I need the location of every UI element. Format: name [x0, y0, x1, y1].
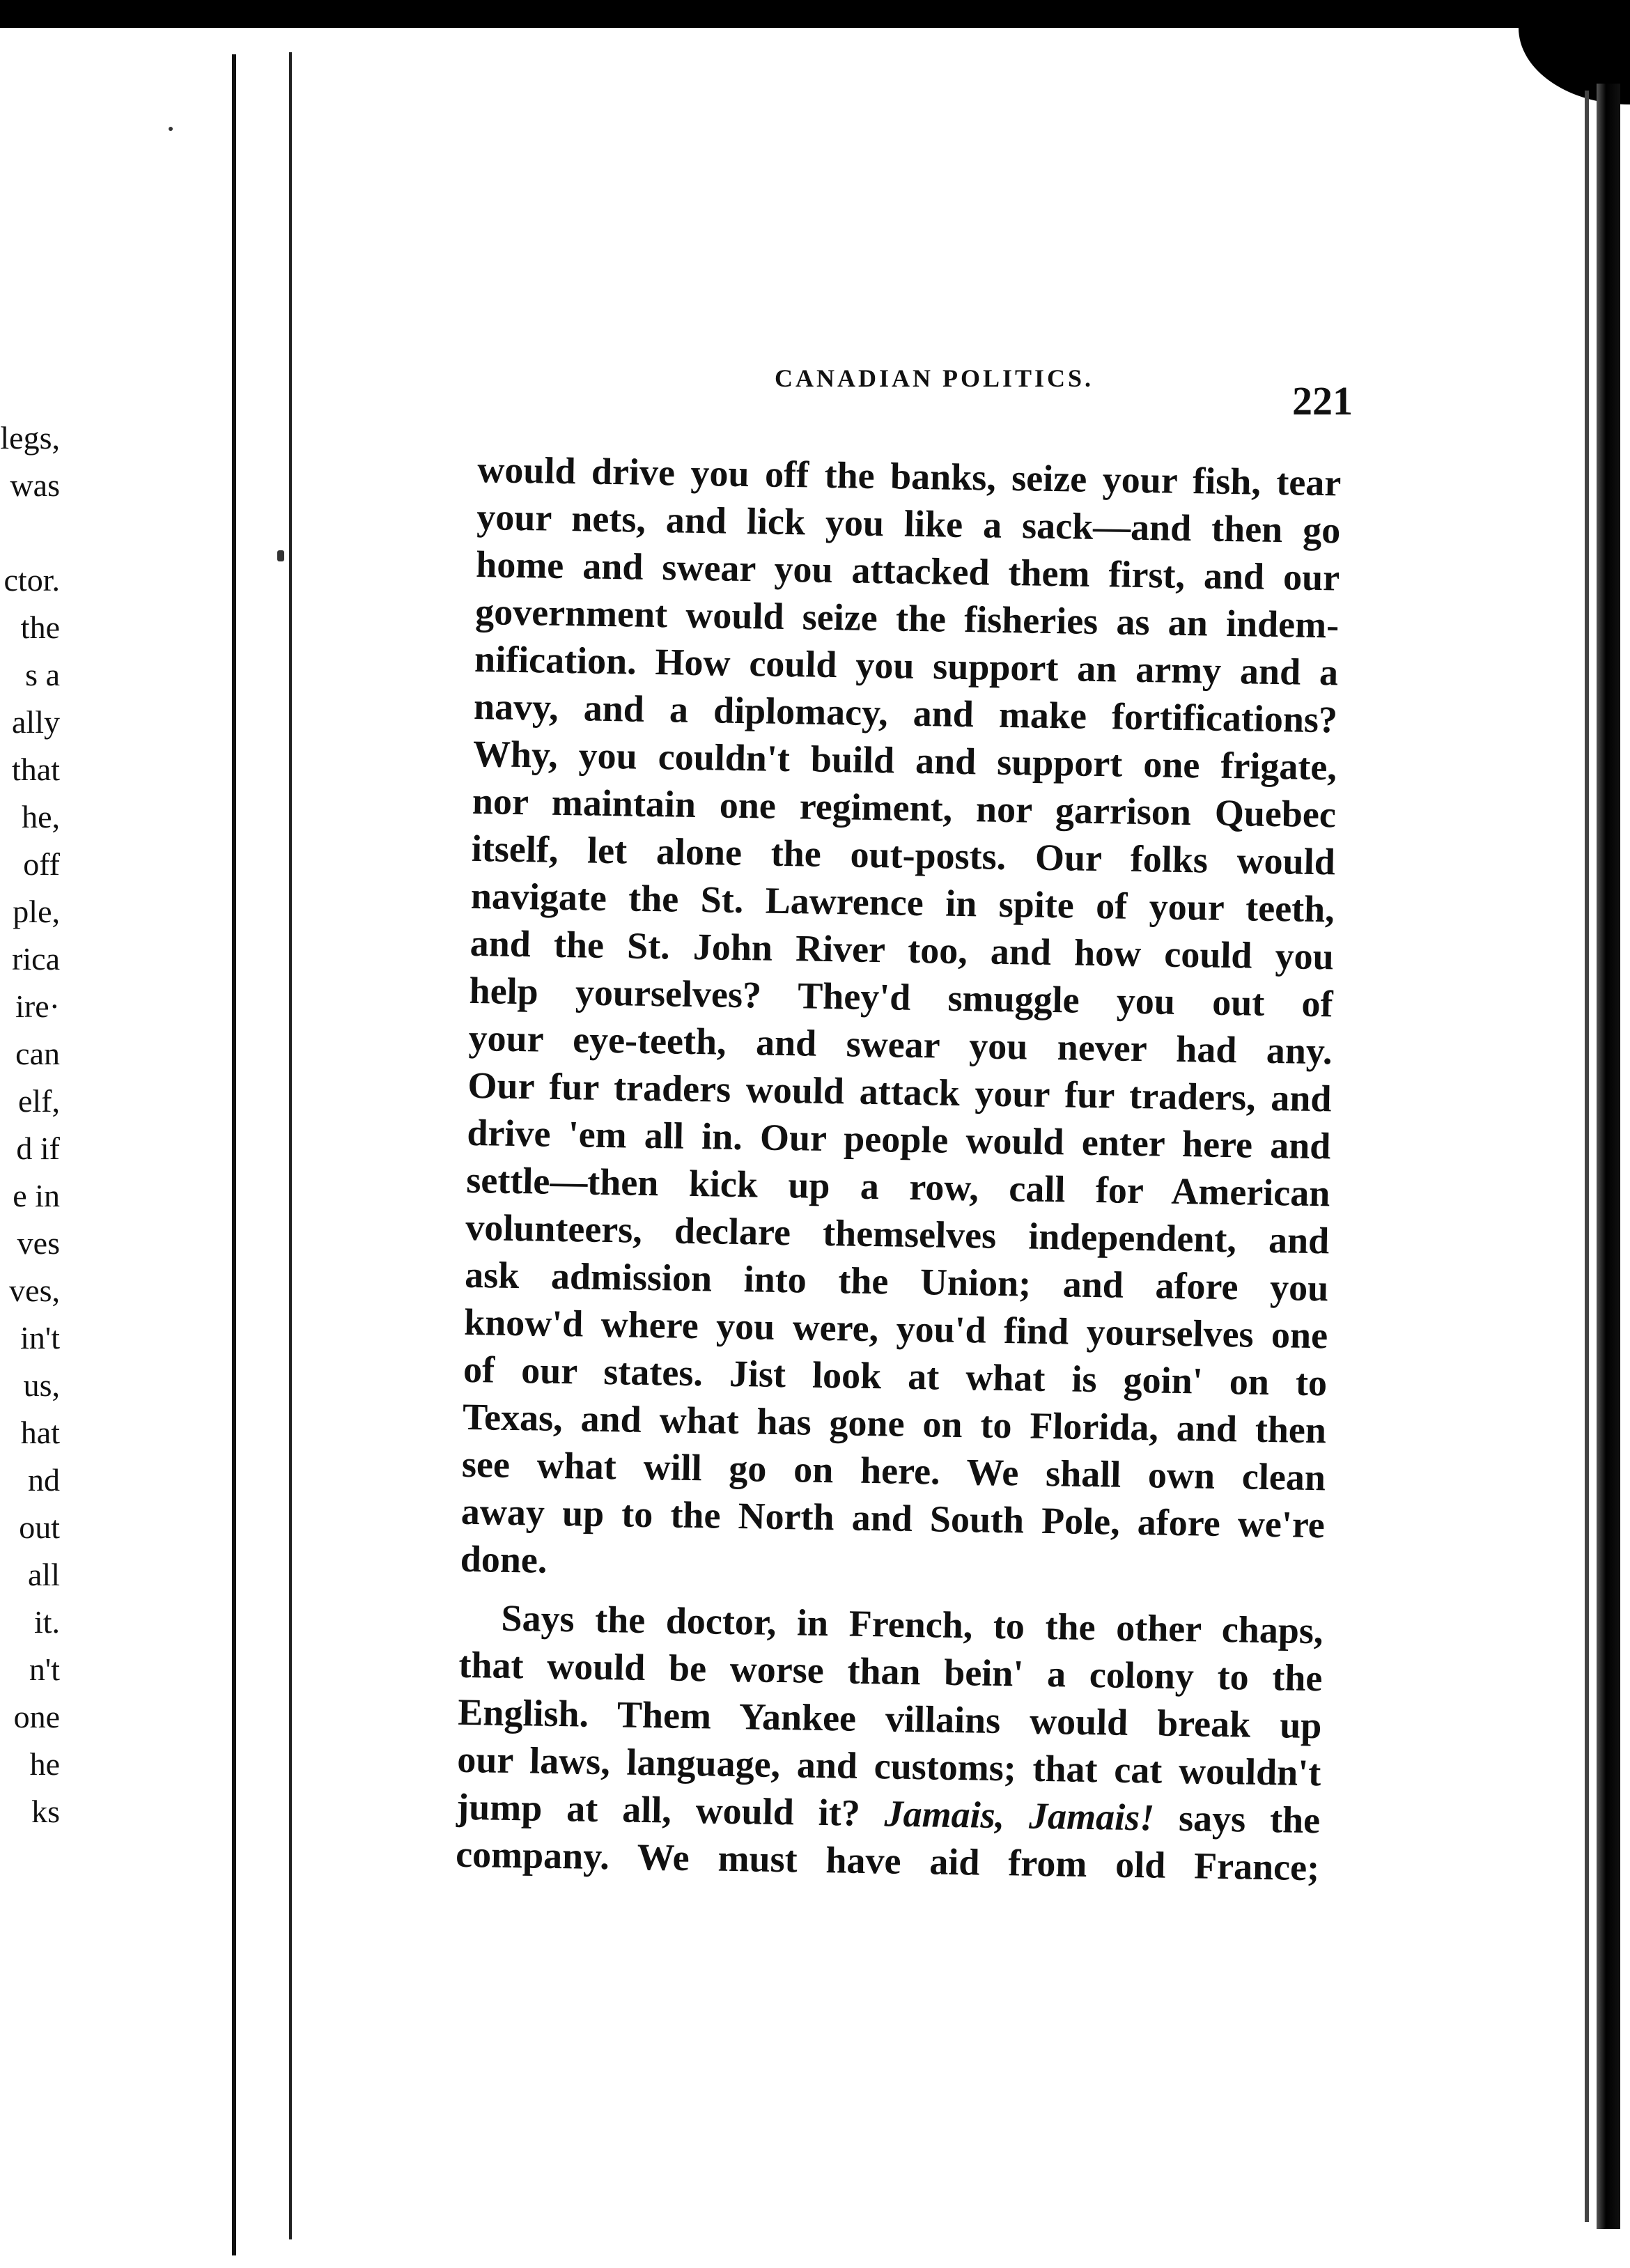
- left-page-fragment: ctor.: [3, 562, 60, 598]
- page-number: 221: [1292, 378, 1353, 424]
- left-page-edge: [232, 54, 236, 2255]
- left-page-fragment: that: [12, 752, 60, 787]
- text-run: jump at all, would it?: [456, 1785, 861, 1834]
- text-run: says the: [1178, 1797, 1321, 1842]
- text-line: of our states. Jist look at what is goin' on to: [463, 1348, 1328, 1404]
- left-page-fragment: he,: [22, 799, 60, 834]
- left-page-fragment: in't: [20, 1320, 60, 1356]
- book-gutter-line: [289, 52, 292, 2239]
- text-line: navy, and a diplomacy, and make fortifications?: [473, 685, 1338, 741]
- text-line: volunteers, declare themselves independent, and: [465, 1206, 1330, 1262]
- left-page-fragment: rica: [12, 941, 60, 977]
- left-page-fragment: [0, 509, 60, 557]
- left-page-fragment: n't: [29, 1652, 60, 1687]
- text-line: itself, let alone the out-posts. Our folks would: [471, 827, 1336, 883]
- running-title: CANADIAN POLITICS.: [775, 364, 1094, 392]
- left-page-fragment: ves: [17, 1225, 60, 1261]
- text-line: ask admission into the Union; and afore you: [464, 1253, 1329, 1310]
- text-line: and the St. John River too, and how could you: [469, 922, 1335, 978]
- left-page-fragment: legs,: [0, 420, 60, 456]
- page-right-edge: [1585, 91, 1589, 2222]
- left-page-fragment: elf,: [17, 1083, 60, 1119]
- text-line: navigate the St. Lawrence in spite of your teeth,: [470, 874, 1335, 931]
- left-page-fragment: s a: [25, 657, 60, 692]
- text-line: your eye-teeth, and swear you never had any.: [468, 1016, 1333, 1073]
- text-line: settle—then kick up a row, call for American: [465, 1158, 1330, 1215]
- text-line: Why, you couldn't build and support one frigate,: [472, 732, 1337, 789]
- left-page-fragment: one: [13, 1699, 60, 1734]
- left-page-fragment: it.: [33, 1604, 60, 1640]
- left-page-fragment: hat: [20, 1415, 60, 1450]
- left-page-fragment: us,: [23, 1367, 60, 1403]
- text-line: nification. How could you support an army and a: [474, 637, 1339, 694]
- left-page-fragment: was: [10, 467, 60, 503]
- text-line: away up to the North and South Pole, afore we're: [460, 1490, 1326, 1546]
- italic-phrase: Jamais, Jamais!: [884, 1792, 1155, 1839]
- left-page-fragment: the: [20, 609, 60, 645]
- text-line: your nets, and lick you like a sack—and then go: [476, 495, 1341, 552]
- left-page-fragment: ire·: [15, 988, 60, 1024]
- text-line: Our fur traders would attack your fur traders, and: [467, 1064, 1332, 1120]
- left-page-fragment: ks: [31, 1794, 60, 1829]
- scan-top-edge: [0, 0, 1630, 28]
- text-line: our laws, language, and customs; that cat wouldn't: [456, 1738, 1321, 1794]
- paragraph: [456, 1594, 1324, 1891]
- left-page-fragment: can: [15, 1036, 60, 1071]
- text-line: nor maintain one regiment, nor garrison Quebec: [472, 779, 1337, 836]
- text-line: know'd where you were, you'd find yourselves one: [463, 1300, 1328, 1357]
- text-line: would drive you off the banks, seize your fish, tear: [476, 448, 1342, 504]
- left-page-fragment: he: [29, 1746, 60, 1782]
- left-page-fragment: out: [19, 1509, 60, 1545]
- text-line: government would seize the fisheries as an indem-: [474, 590, 1340, 646]
- page-body-text: [456, 446, 1342, 1891]
- book-fore-edge: [1597, 84, 1620, 2229]
- text-line: company. We must have aid from old France;: [455, 1833, 1320, 1889]
- text-line: help yourselves? They'd smuggle you out of: [469, 969, 1334, 1025]
- paragraph: [460, 446, 1341, 1596]
- text-line: done.: [460, 1537, 548, 1581]
- text-line: Says the doctor, in French, to the other chaps,: [501, 1597, 1324, 1652]
- left-page-fragment: ple,: [13, 894, 60, 929]
- text-line: that would be worse than bein' a colony to the: [458, 1643, 1323, 1700]
- left-page-text-fragments: [0, 414, 60, 1835]
- text-line: drive 'em all in. Our people would enter here and: [467, 1111, 1331, 1167]
- left-page-fragment: e in: [13, 1178, 60, 1213]
- text-line: see what will go on here. We shall own clean: [461, 1443, 1326, 1499]
- text-line: home and swear you attacked them first, and our: [475, 543, 1340, 599]
- left-page-fragment: nd: [28, 1462, 60, 1498]
- left-page-fragment: ves,: [9, 1273, 60, 1308]
- left-page-fragment: off: [23, 846, 60, 882]
- text-line: English. Them Yankee villains would break up: [457, 1691, 1322, 1747]
- left-page-fragment: d if: [16, 1131, 60, 1166]
- speck-mark: [277, 550, 284, 561]
- speck-mark: [169, 127, 173, 131]
- left-page-fragment: all: [28, 1557, 60, 1592]
- text-line: Texas, and what has gone on to Florida, and then: [462, 1395, 1327, 1452]
- left-page-fragment: ally: [12, 704, 60, 740]
